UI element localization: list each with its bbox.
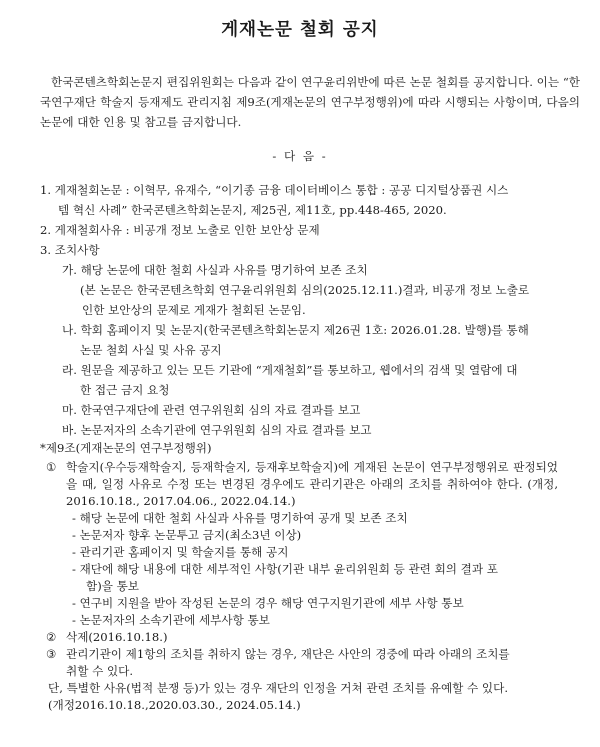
revision-note: (개정2016.10.18.,2020.03.30., 2024.05.14.) <box>48 698 301 712</box>
clause-3-line-1: 관리기관이 제1항의 조치를 취하지 않는 경우, 재단은 사안의 경중에 따라 아래의 조치를 <box>66 647 510 661</box>
action-ga-line-1: 가. 해당 논문에 대한 철회 사실과 사유를 명기하여 보존 조치 <box>62 263 368 277</box>
action-ra-line-1: 라. 원문을 제공하고 있는 모든 기관에 “게재철회”를 통보하고, 웹에서의 검색 및 열람에 대 <box>62 363 518 377</box>
bullet-2: - 논문저자 향후 논문투고 금지(최소3년 이상) <box>72 528 302 542</box>
action-ga-line-3: 인한 보안상의 문제로 게재가 철회된 논문임. <box>82 303 306 317</box>
item-1-line-1: 1. 게재철회논문 : 이혁무, 유재수, “이기종 금융 데이터베이스 통합 : 공공 디지털상품권 시스 <box>40 183 509 197</box>
bullet-3: - 관리기관 홈페이지 및 학술지를 통해 공지 <box>72 545 289 559</box>
item-3-heading: 3. 조치사항 <box>40 243 100 257</box>
section-header: - 다 음 - <box>272 149 328 163</box>
action-na-line-2: 논문 철회 사실 및 사유 공지 <box>80 343 222 357</box>
item-2: 2. 게재철회사유 : 비공개 정보 노출로 인한 보안상 문제 <box>40 223 320 237</box>
bullet-1: - 해당 논문에 대한 철회 사실과 사유를 명기하여 공개 및 보존 조치 <box>72 511 408 525</box>
action-ba: 바. 논문저자의 소속기관에 연구위원회 심의 자료 결과를 보고 <box>62 423 372 437</box>
action-ga-line-2: (본 논문은 한국콘텐츠학회 연구윤리위원회 심의(2025.12.11.)결과, 비공개 정보 노출로 <box>80 283 530 297</box>
action-ma: 마. 한국연구재단에 관련 연구위원회 심의 자료 결과를 보고 <box>62 403 361 417</box>
action-na-line-1: 나. 학회 홈페이지 및 논문지(한국콘텐츠학회논문지 제26권 1호: 2026.01.28. 발행)를 통해 <box>62 323 529 337</box>
bullet-4-line-2: 함)을 통보 <box>86 579 140 593</box>
page-title: 게재논문 철회 공지 <box>221 20 379 40</box>
action-ra-line-2: 한 접근 금지 요청 <box>80 383 170 397</box>
article-heading: *제9조(게재논문의 연구부정행위) <box>40 441 212 455</box>
bullet-4-line-1: - 재단에 해당 내용에 대한 세부적인 사항(기관 내부 윤리위원회 등 관련 회의 결과 포 <box>72 562 498 576</box>
item-1-line-2: 템 혁신 사례” 한국콘텐츠학회논문지, 제25권, 제11호, pp.448-465, 2020. <box>58 203 447 217</box>
clause-2-text: 삭제(2016.10.18.) <box>66 630 168 644</box>
clause-3-number: ③ <box>46 647 57 661</box>
clause-2-number: ② <box>46 630 57 644</box>
clause-1-text: 학술지(우수등재학술지, 등재학술지, 등재후보학술지)에 게재된 논문이 연구부정행위로 판정되었을 때, 일정 사유로 수정 또는 변경된 경우에도 관리기관은 아래의 조치를 취하여야 한다. (개정, 2016.10.18., 2017.04.06., 2022.04.14.) <box>66 460 558 508</box>
bullet-5: - 연구비 지원을 받아 작성된 논문의 경우 해당 연구지원기관에 세부 사항 통보 <box>72 596 464 610</box>
proviso-text: 단, 특별한 사유(법적 분쟁 등)가 있는 경우 재단의 인정을 거쳐 관련 조치를 유예할 수 있다. <box>48 681 508 695</box>
clause-1-number: ① <box>46 460 57 474</box>
intro-paragraph: 한국콘텐츠학회논문지 편집위원회는 다음과 같이 연구윤리위반에 따른 논문 철회를 공지합니다. 이는 “한국연구재단 학술지 등재제도 관리지침 제9조(게재논문의 연구부정행위)에 따라 시행되는 사항이며, 다음의 논문에 대한 인용 및 참고를 금지합니다. <box>40 75 580 129</box>
clause-3-line-2: 취할 수 있다. <box>66 664 134 678</box>
bullet-6: - 논문저자의 소속기관에 세부사항 통보 <box>72 613 270 627</box>
